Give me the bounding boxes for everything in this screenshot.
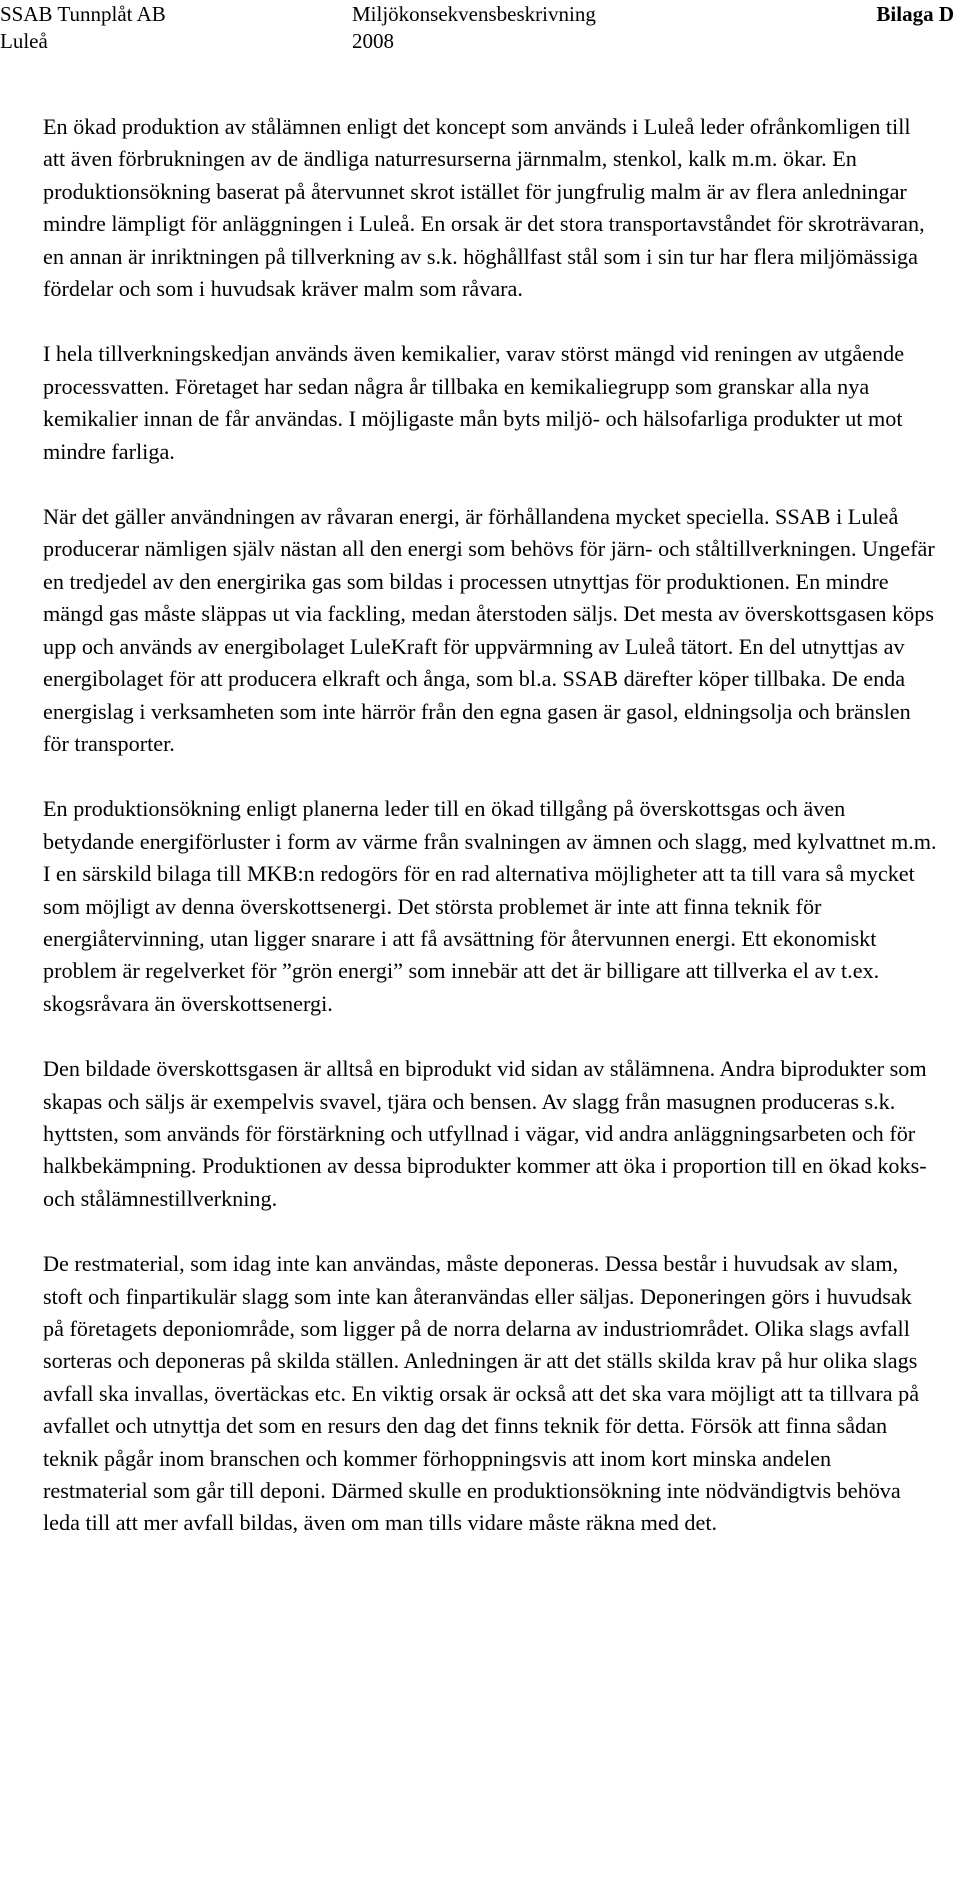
- body-text: [43, 111, 938, 1573]
- paragraph-chemicals: I hela tillverkningskedjan används även kemikalier, varav störst mängd vid reningen av utgående processvatten. Företaget har sedan några år tillbaka en kemikaliegrupp som granskar alla nya kemikalier innan de får användas. I möjligaste mån byts miljö- och hälsofarliga produkter ut mot mindre farliga.: [43, 341, 905, 464]
- document-title: Miljökonsekvensbeskrivning: [352, 2, 596, 26]
- paragraph-residual-materials: De restmaterial, som idag inte kan användas, måste deponeras. Dessa består i huvudsak av slam, stoft och finpartikulär slagg som inte kan återanvändas eller säljas. Deponeringen görs i huvudsak på företagets deponiområde, som ligger på de norra delarna av industriområdet. Olika slags avfall sorteras och deponeras på skilda ställen. Anledningen är att det ställs skilda krav på hur olika slags avfall ska invallas, övertäckas etc. En viktig orsak är också att det ska vara möjligt att ta tillvara på avfallet och utnyttja det som en resurs den dag det finns teknik för detta. Försök att finna sådan teknik pågår inom branschen och kommer förhoppningsvis att inom kort minska andelen restmaterial som går till deponi. Därmed skulle en produktionsökning inte nödvändigtvis behöva leda till att mer avfall bildas, även om man tills vidare måste räkna med det.: [43, 1251, 920, 1536]
- company-name: SSAB Tunnplåt AB: [0, 2, 166, 26]
- paragraph-energy: När det gäller användningen av råvaran energi, är förhållandena mycket speciella. SSAB i Luleå producerar nämligen själv nästan all den energi som behövs för järn- och ståltillverkningen. Ungefär en tredjedel av den energirika gas som bildas i processen utnyttjas för produktionen. En mindre mängd gas måste släppas ut via fackling, medan återstoden säljs. Det mesta av överskottsgasen köps upp och används av energibolaget LuleKraft för uppvärmning av Luleå tätort. En del utnyttjas av energibolaget för att producera elkraft och ånga, som bl.a. SSAB därefter köper tillbaka. De enda energislag i verksamheten som inte härrör från den egna gasen är gasol, eldningsolja och bränslen för transporter.: [43, 504, 935, 756]
- appendix-label: Bilaga D: [876, 2, 954, 26]
- document-year: 2008: [352, 29, 394, 53]
- page-header: [0, 0, 960, 56]
- header-right: [876, 1, 954, 28]
- paragraph-raw-materials: En ökad produktion av stålämnen enligt det koncept som används i Luleå leder ofrånkomligen till att även förbrukningen av de ändliga naturresurserna järnmalm, stenkol, kalk m.m. ökar. En produktionsökning baserat på återvunnet skrot istället för jungfrulig malm är av flera anledningar mindre lämpligt för anläggningen i Luleå. En orsak är det stora transportavståndet för skroträvaran, en annan är inriktningen på tillverkning av s.k. höghållfast stål som i sin tur har flera miljömässiga fördelar och som i huvudsak kräver malm som råvara.: [43, 114, 925, 302]
- paragraph-surplus-energy: En produktionsökning enligt planerna leder till en ökad tillgång på överskottsgas och även betydande energiförluster i form av värme från svalningen av ämnen och slagg, med kylvattnet m.m. I en särskild bilaga till MKB:n redogörs för en rad alternativa möjligheter att ta till vara så mycket som möjligt av denna överskottsenergi. Det största problemet är inte att finna teknik för energiåtervinning, utan ligger snarare i att få avsättning för återvunnen energi. Ett ekonomiskt problem är regelverket för ”grön energi” som innebär att det är billigare att tillverka el av t.ex. skogsråvara än överskottsenergi.: [43, 796, 937, 1016]
- header-left: [0, 1, 166, 55]
- header-center: [352, 1, 596, 55]
- paragraph-by-products: Den bildade överskottsgasen är alltså en biprodukt vid sidan av stålämnena. Andra biprodukter som skapas och säljs är exempelvis svavel, tjära och bensen. Av slagg från masugnen produceras s.k. hyttsten, som används för förstärkning och utfyllnad i vägar, vid andra anläggningsarbeten och för halkbekämpning. Produktionen av dessa biprodukter kommer att öka i proportion till en ökad koks- och stålämnestillverkning.: [43, 1056, 927, 1211]
- location-name: Luleå: [0, 29, 48, 53]
